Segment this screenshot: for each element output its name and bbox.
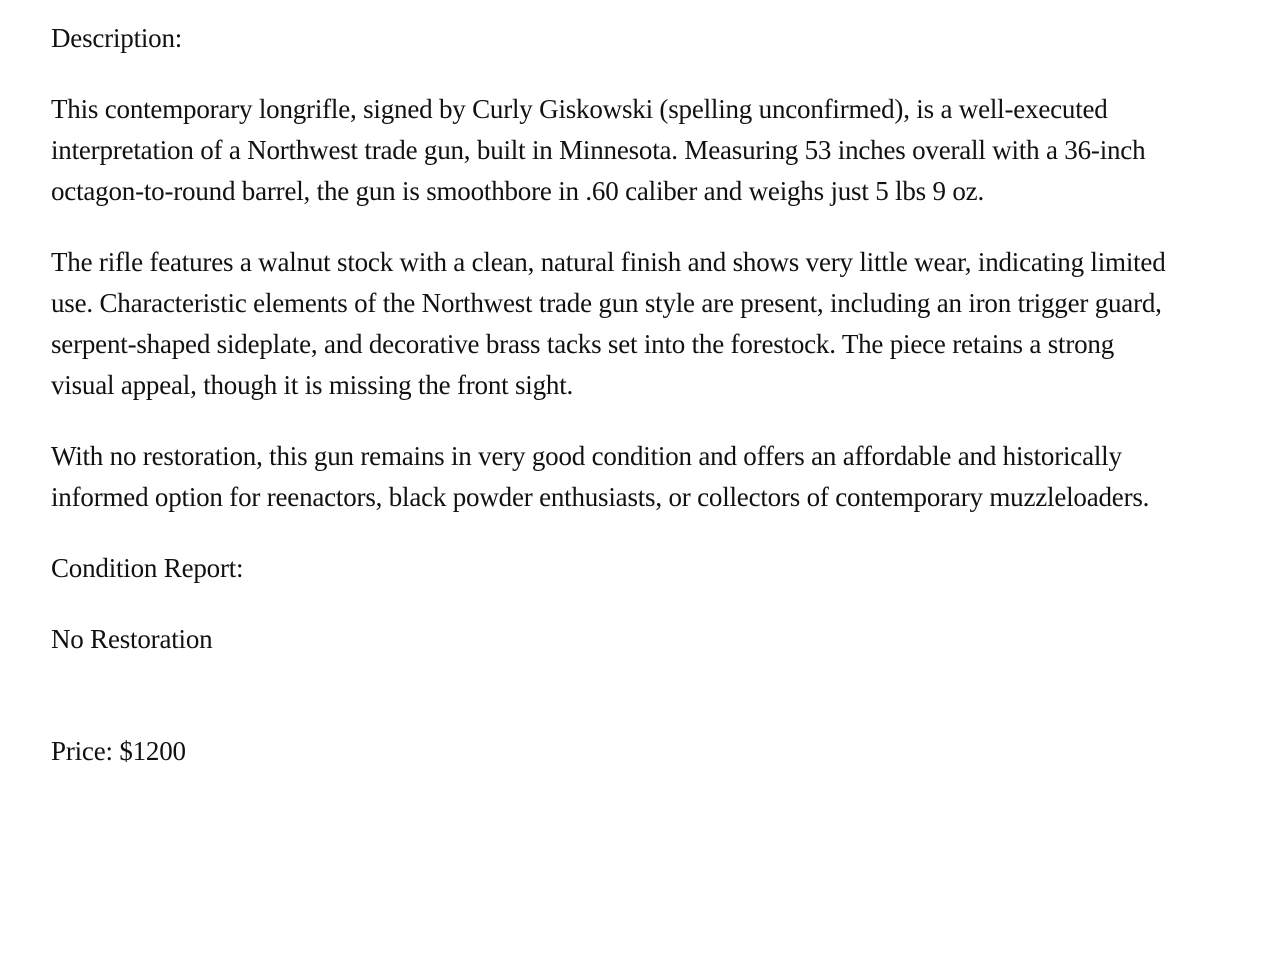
price-line: Price: $1200 (51, 736, 186, 766)
condition-report-heading: Condition Report: (51, 553, 244, 583)
paragraph-condition-summary: With no restoration, this gun remains in very good condition and offers an affordable and historically informed option for reenactors, black powder enthusiasts, or collectors of contemporary muzzleloaders. (51, 441, 1150, 512)
condition-report-value: No Restoration (51, 624, 213, 654)
description-heading: Description: (51, 23, 183, 53)
paragraph-overview: This contemporary longrifle, signed by Curly Giskowski (spelling unconfirmed), is a well-executed interpretation of a Northwest trade gun, built in Minnesota. Measuring 53 inches overall with a 36-inch octagon-to-round barrel, the gun is smoothbore in .60 caliber and weighs just 5 lbs 9 oz. (51, 94, 1146, 206)
paragraph-features: The rifle features a walnut stock with a clean, natural finish and shows very little wear, indicating limited use. Characteristic elements of the Northwest trade gun style are present, including an iron trigger guard, serpent-shaped sideplate, and decorative brass tacks set into the forestock. The piece retains a strong visual appeal, though it is missing the front sight. (51, 247, 1166, 400)
